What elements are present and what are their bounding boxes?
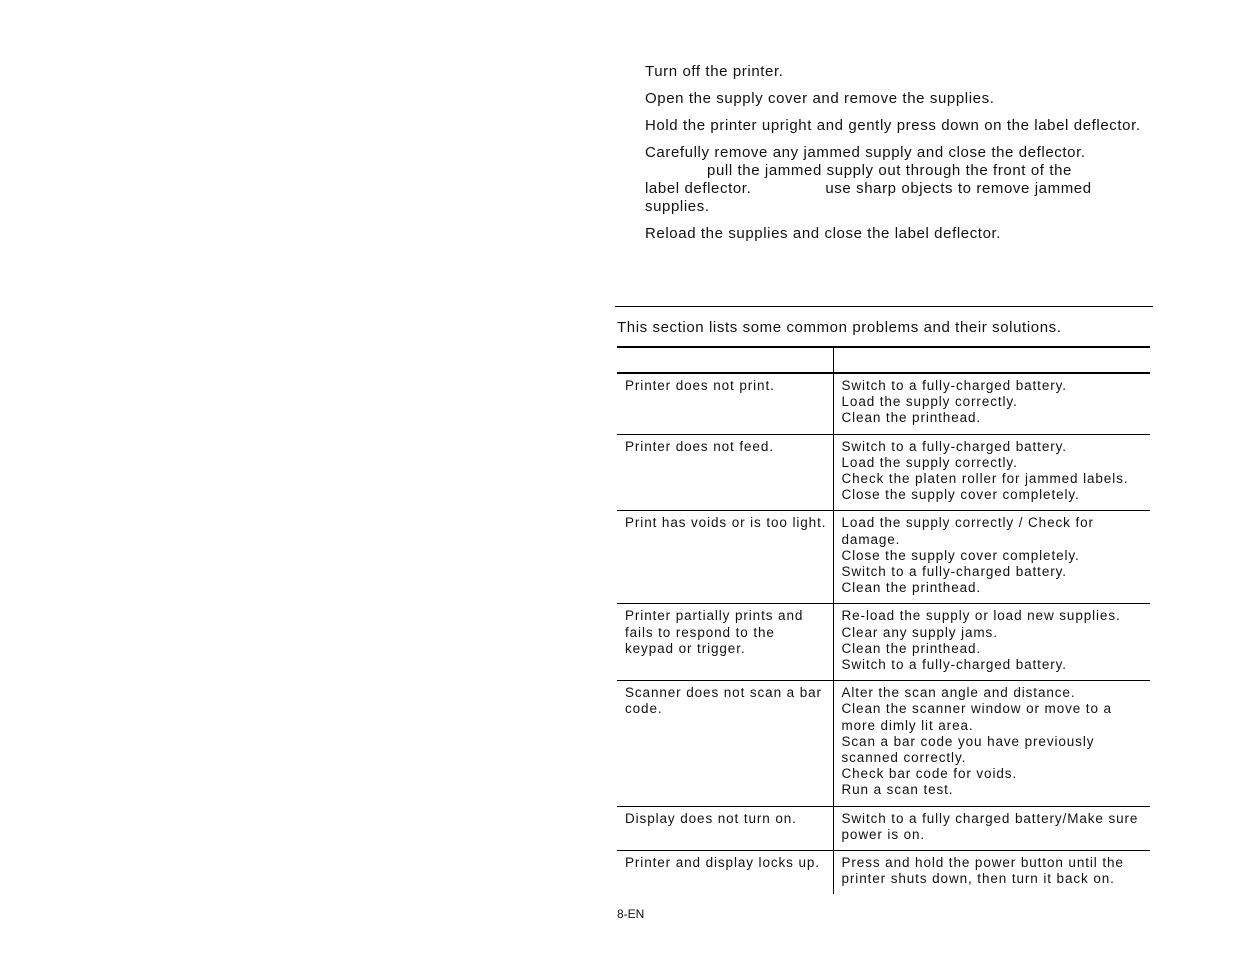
step-4: [645, 144, 1145, 216]
problem-cell: Printer and display locks up.: [617, 851, 833, 895]
step-4-line-3a: label deflector.: [645, 180, 752, 197]
solution-cell: [833, 434, 1150, 511]
step-4-line-3b: use sharp objects to remove jammed: [825, 180, 1092, 197]
solution-line: Press and hold the power button until the printer shuts down, then turn it back on.: [841, 855, 1124, 887]
solution-cell: [833, 511, 1150, 604]
solution-line: Load the supply correctly.: [841, 454, 1018, 470]
problem-cell: Print has voids or is too light.: [617, 511, 833, 604]
table-row: [617, 511, 1150, 604]
table-row: [617, 373, 1150, 434]
problem-cell: Printer does not feed.: [617, 434, 833, 511]
solution-cell: [833, 681, 1150, 806]
step-3: Hold the printer upright and gently press down on the label deflector.: [645, 117, 1141, 134]
solution-line: Switch to a fully-charged battery.: [841, 438, 1067, 454]
problem-cell: Display does not turn on.: [617, 806, 833, 850]
table-header-row: [617, 347, 1150, 373]
table-row: [617, 851, 1150, 895]
solution-line: Run a scan test.: [841, 782, 954, 798]
problem-cell: Printer partially prints and fails to respond to the keypad or trigger.: [617, 604, 833, 681]
step-1: Turn off the printer.: [645, 63, 784, 80]
solution-line: Check the platen roller for jammed labels.: [841, 471, 1129, 487]
section-divider: [615, 306, 1153, 307]
solution-line: Close the supply cover completely.: [841, 487, 1080, 503]
table-row: [617, 604, 1150, 681]
solution-line: Switch to a fully-charged battery.: [841, 657, 1067, 673]
table-row: [617, 434, 1150, 511]
solution-line: Load the supply correctly / Check for damage.: [841, 515, 1094, 547]
table-body: [617, 373, 1150, 894]
solution-line: Re-load the supply or load new supplies.: [841, 608, 1121, 624]
solution-line: Clean the printhead.: [841, 410, 982, 426]
problem-column-header: [617, 347, 833, 373]
solution-line: Load the supply correctly.: [841, 394, 1018, 410]
table-row: [617, 806, 1150, 850]
solution-line: Clear any supply jams.: [841, 624, 998, 640]
section-intro: This section lists some common problems and their solutions.: [617, 319, 1062, 336]
step-5: Reload the supplies and close the label deflector.: [645, 225, 1002, 242]
step-4-line-2: pull the jammed supply out through the front of the: [707, 162, 1072, 179]
solution-line: Scan a bar code you have previously scanned correctly.: [841, 733, 1095, 766]
jam-removal-steps: [645, 63, 1145, 252]
solution-line: Check bar code for voids.: [841, 766, 1018, 782]
step-2: Open the supply cover and remove the supplies.: [645, 90, 995, 107]
solution-line: Clean the printhead.: [841, 640, 982, 656]
solution-line: Switch to a fully-charged battery.: [841, 564, 1067, 580]
table-row: [617, 681, 1150, 806]
step-4-line-4: supplies.: [645, 198, 710, 215]
solution-line: Switch to a fully-charged battery.: [841, 378, 1067, 393]
solution-cell: [833, 851, 1150, 895]
problem-cell: Printer does not print.: [625, 378, 775, 393]
solution-line: Close the supply cover completely.: [841, 547, 1080, 563]
solution-cell: [833, 604, 1150, 681]
solution-column-header: [833, 347, 1150, 373]
solution-cell: [833, 806, 1150, 850]
solution-line: Clean the scanner window or move to a more dimly lit area.: [841, 701, 1112, 733]
solution-line: Alter the scan angle and distance.: [841, 685, 1076, 701]
solution-line: Clean the printhead.: [841, 580, 982, 596]
troubleshooting-table: [617, 346, 1150, 894]
solution-cell: [833, 373, 1150, 434]
step-4-line-1: Carefully remove any jammed supply and close the deflector.: [645, 144, 1086, 161]
page-number: 8-EN: [617, 907, 645, 921]
problem-cell: Scanner does not scan a bar code.: [617, 681, 833, 806]
solution-line: Switch to a fully charged battery/Make sure power is on.: [841, 810, 1139, 842]
